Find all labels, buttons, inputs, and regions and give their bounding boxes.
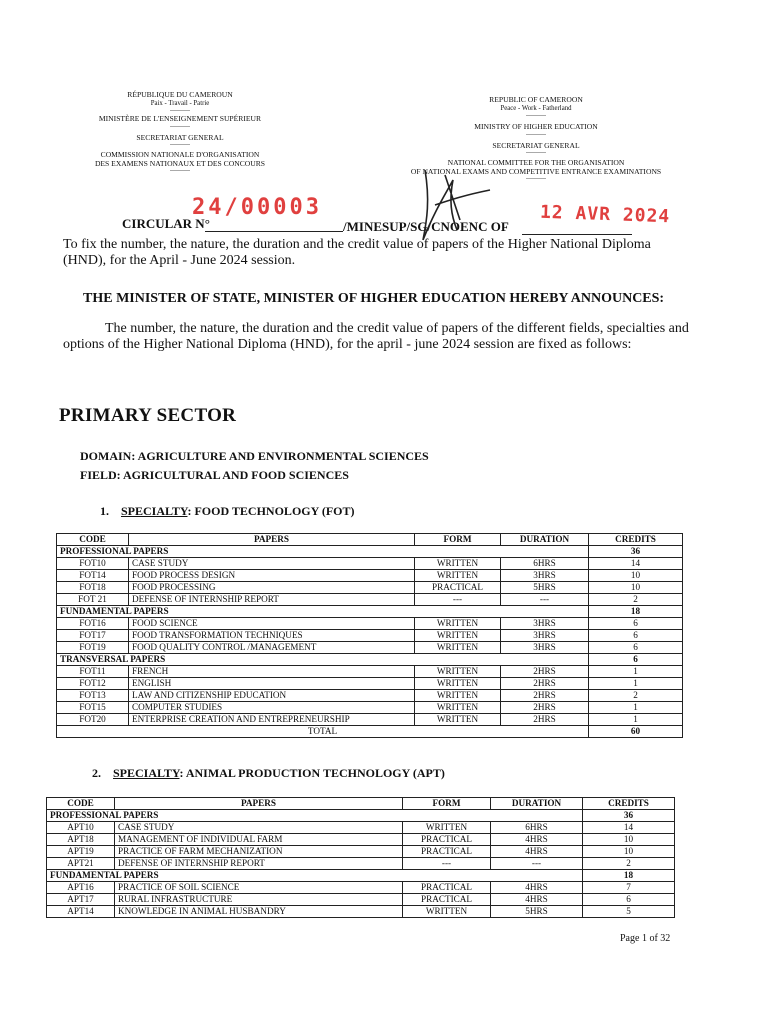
- fot-papers-table: [56, 533, 683, 738]
- apt-papers-table: [46, 797, 675, 918]
- paper-code: FOT 21: [57, 594, 129, 606]
- paper-name: MANAGEMENT OF INDIVIDUAL FARM: [115, 834, 403, 846]
- paper-credits: 10: [589, 582, 683, 594]
- table-row: [47, 906, 675, 918]
- table-row: [57, 642, 683, 654]
- header-en-sep4: ----------: [526, 176, 546, 183]
- header-papers: PAPERS: [115, 798, 403, 810]
- header-en-secretariat: SECRETARIAT GENERAL: [492, 140, 580, 150]
- paper-code: FOT13: [57, 690, 129, 702]
- header-fr-motto: Paix - Travail - Patrie: [150, 100, 210, 108]
- header-en-ministry: MINISTRY OF HIGHER EDUCATION: [474, 122, 598, 132]
- table-row: [47, 894, 675, 906]
- paper-duration: 6HRS: [491, 822, 583, 834]
- paper-code: APT21: [47, 858, 115, 870]
- header-fr-republic: RÉPUBLIQUE DU CAMEROUN: [127, 90, 233, 99]
- paper-code: APT10: [47, 822, 115, 834]
- paper-name: FOOD PROCESS DESIGN: [129, 570, 415, 582]
- paper-duration: 4HRS: [491, 834, 583, 846]
- paper-form: PRACTICAL: [403, 846, 491, 858]
- paper-duration: 6HRS: [501, 558, 589, 570]
- paper-name: FOOD TRANSFORMATION TECHNIQUES: [129, 630, 415, 642]
- paper-credits: 6: [589, 618, 683, 630]
- paper-name: PRACTICE OF SOIL SCIENCE: [115, 882, 403, 894]
- paper-credits: 7: [583, 882, 675, 894]
- table-row: [57, 714, 683, 726]
- paper-code: FOT11: [57, 666, 129, 678]
- paper-name: DEFENSE OF INTERNSHIP REPORT: [129, 594, 415, 606]
- header-duration: DURATION: [501, 534, 589, 546]
- paper-code: FOT20: [57, 714, 129, 726]
- professional-section-row: [57, 546, 683, 558]
- paper-duration: 3HRS: [501, 618, 589, 630]
- table-header-row: [47, 798, 675, 810]
- header-fr-sep1: ----------: [170, 108, 190, 115]
- table-row: [57, 558, 683, 570]
- paper-duration: 2HRS: [501, 690, 589, 702]
- header-fr-sep2: ----------: [170, 123, 190, 130]
- field-title: FIELD: AGRICULTURAL AND FOOD SCIENCES: [80, 468, 349, 482]
- header-en-committee-1: NATIONAL COMMITTEE FOR THE ORGANISATION: [447, 157, 625, 167]
- paper-form: WRITTEN: [415, 642, 501, 654]
- paper-form: WRITTEN: [415, 690, 501, 702]
- paper-code: APT17: [47, 894, 115, 906]
- specialty-1-title: [100, 504, 355, 519]
- paper-form: PRACTICAL: [403, 882, 491, 894]
- table-row: [47, 858, 675, 870]
- paper-form: WRITTEN: [403, 906, 491, 918]
- paper-code: APT19: [47, 846, 115, 858]
- paper-duration: ---: [501, 594, 589, 606]
- table-row: [57, 582, 683, 594]
- table-row: [57, 630, 683, 642]
- table-row: [47, 846, 675, 858]
- total-credits: 60: [589, 726, 683, 738]
- header-en-committee-2: OF NATIONAL EXAMS AND COMPETITIVE ENTRANCE EXAMINATIONS: [410, 167, 662, 177]
- transversal-section-label: TRANSVERSAL PAPERS: [57, 654, 589, 666]
- paper-name: COMPUTER STUDIES: [129, 702, 415, 714]
- body-paragraph: The number, the nature, the duration and the credit value of papers of the different fields, specialties and options of the Higher National Diploma (HND), for the april - june 2024 session are fixed as follows:: [63, 321, 689, 352]
- paper-duration: 5HRS: [491, 906, 583, 918]
- professional-section-total: 36: [589, 546, 683, 558]
- total-label: TOTAL: [57, 726, 589, 738]
- paper-name: CASE STUDY: [129, 558, 415, 570]
- header-fr-sep3: ----------: [170, 141, 190, 148]
- fundamental-section-label: FUNDAMENTAL PAPERS: [47, 870, 583, 882]
- paper-code: APT16: [47, 882, 115, 894]
- table-row: [57, 594, 683, 606]
- paper-credits: 1: [589, 714, 683, 726]
- paper-credits: 6: [589, 642, 683, 654]
- paper-form: WRITTEN: [415, 702, 501, 714]
- header-en-republic: REPUBLIC OF CAMEROON: [489, 95, 583, 104]
- specialty-1-label: SPECIALTY: [121, 504, 188, 518]
- paper-name: ENGLISH: [129, 678, 415, 690]
- table-row: [47, 822, 675, 834]
- circular-blank-line-1: [205, 231, 343, 232]
- transversal-section-total: 6: [589, 654, 683, 666]
- fundamental-section-row: [47, 870, 675, 882]
- header-en-motto: Peace - Work - Fatherland: [500, 105, 572, 113]
- circular-reference: /MINESUP/SG/CNOENC OF: [343, 219, 509, 234]
- specialty-2-number: 2.: [92, 766, 101, 780]
- paper-credits: 6: [583, 894, 675, 906]
- paper-credits: 5: [583, 906, 675, 918]
- paper-form: ---: [415, 594, 501, 606]
- header-credits: CREDITS: [589, 534, 683, 546]
- paper-name: CASE STUDY: [115, 822, 403, 834]
- paper-code: FOT17: [57, 630, 129, 642]
- circular-date-stamp: 12 AVR 2024: [539, 201, 671, 228]
- domain-title: DOMAIN: AGRICULTURE AND ENVIRONMENTAL SCIENCES: [80, 449, 429, 463]
- professional-section-total: 36: [583, 810, 675, 822]
- paper-credits: 14: [589, 558, 683, 570]
- paper-duration: 3HRS: [501, 570, 589, 582]
- fundamental-section-total: 18: [583, 870, 675, 882]
- paper-form: PRACTICAL: [415, 582, 501, 594]
- announcement: THE MINISTER OF STATE, MINISTER OF HIGHER EDUCATION HEREBY ANNOUNCES:: [83, 291, 665, 306]
- header-fr-ministry: MINISTÈRE DE L'ENSEIGNEMENT SUPÉRIEUR: [98, 114, 262, 124]
- paper-name: FOOD QUALITY CONTROL /MANAGEMENT: [129, 642, 415, 654]
- paper-name: RURAL INFRASTRUCTURE: [115, 894, 403, 906]
- paper-duration: 3HRS: [501, 630, 589, 642]
- header-fr-commission-1: COMMISSION NATIONALE D'ORGANISATION: [100, 149, 260, 159]
- paper-credits: 1: [589, 666, 683, 678]
- professional-section-label: PROFESSIONAL PAPERS: [57, 546, 589, 558]
- paper-duration: ---: [491, 858, 583, 870]
- paper-name: FRENCH: [129, 666, 415, 678]
- intro-text: To fix the number, the nature, the duration and the credit value of papers of the Higher National Diploma (HND), for the April - June 2024 session.: [63, 237, 651, 268]
- paper-code: FOT14: [57, 570, 129, 582]
- paper-credits: 2: [589, 594, 683, 606]
- paper-credits: 1: [589, 702, 683, 714]
- header-code: CODE: [47, 798, 115, 810]
- paper-duration: 4HRS: [491, 894, 583, 906]
- paper-credits: 2: [583, 858, 675, 870]
- paper-duration: 4HRS: [491, 882, 583, 894]
- table-row: [57, 618, 683, 630]
- paper-name: PRACTICE OF FARM MECHANIZATION: [115, 846, 403, 858]
- circular-prefix: CIRCULAR N°: [122, 216, 210, 231]
- header-en-sep3: ----------: [526, 149, 546, 156]
- paper-name: FOOD PROCESSING: [129, 582, 415, 594]
- specialty-2-name: : ANIMAL PRODUCTION TECHNOLOGY (APT): [179, 766, 445, 780]
- paper-code: FOT15: [57, 702, 129, 714]
- header-credits: CREDITS: [583, 798, 675, 810]
- table-row: [57, 678, 683, 690]
- paper-duration: 3HRS: [501, 642, 589, 654]
- professional-section-row: [47, 810, 675, 822]
- paper-credits: 10: [583, 846, 675, 858]
- table-row: [47, 834, 675, 846]
- paper-credits: 6: [589, 630, 683, 642]
- page-number: Page 1 of 32: [620, 933, 671, 944]
- paper-code: FOT18: [57, 582, 129, 594]
- header-form: FORM: [403, 798, 491, 810]
- paper-name: KNOWLEDGE IN ANIMAL HUSBANDRY: [115, 906, 403, 918]
- paper-duration: 2HRS: [501, 666, 589, 678]
- header-fr-commission-2: DES EXAMENS NATIONAUX ET DES CONCOURS: [94, 159, 266, 169]
- paper-name: DEFENSE OF INTERNSHIP REPORT: [115, 858, 403, 870]
- paper-form: WRITTEN: [415, 618, 501, 630]
- transversal-section-row: [57, 654, 683, 666]
- fundamental-section-total: 18: [589, 606, 683, 618]
- table-row: [57, 702, 683, 714]
- paper-name: ENTERPRISE CREATION AND ENTREPRENEURSHIP: [129, 714, 415, 726]
- table-row: [47, 882, 675, 894]
- paper-duration: 2HRS: [501, 714, 589, 726]
- circular-blank-line-2: [522, 234, 632, 235]
- specialty-2-label: SPECIALTY: [113, 766, 180, 780]
- table-row: [57, 666, 683, 678]
- paper-code: FOT12: [57, 678, 129, 690]
- fundamental-section-row: [57, 606, 683, 618]
- header-papers: PAPERS: [129, 534, 415, 546]
- paper-code: FOT16: [57, 618, 129, 630]
- paper-form: ---: [403, 858, 491, 870]
- paper-form: WRITTEN: [415, 630, 501, 642]
- paper-credits: 10: [583, 834, 675, 846]
- paper-credits: 1: [589, 678, 683, 690]
- paper-form: WRITTEN: [415, 570, 501, 582]
- paper-form: WRITTEN: [415, 678, 501, 690]
- paper-duration: 2HRS: [501, 702, 589, 714]
- paper-form: WRITTEN: [415, 714, 501, 726]
- paper-code: FOT19: [57, 642, 129, 654]
- paper-code: APT18: [47, 834, 115, 846]
- circular-number-stamp: 24/00003: [192, 195, 322, 220]
- table-row: [57, 570, 683, 582]
- header-fr-secretariat: SECRETARIAT GENERAL: [136, 132, 224, 142]
- total-row: [57, 726, 683, 738]
- paper-form: WRITTEN: [415, 558, 501, 570]
- table-row: [57, 690, 683, 702]
- paper-form: WRITTEN: [403, 822, 491, 834]
- paper-name: LAW AND CITIZENSHIP EDUCATION: [129, 690, 415, 702]
- paper-code: FOT10: [57, 558, 129, 570]
- paper-form: WRITTEN: [415, 666, 501, 678]
- paper-credits: 2: [589, 690, 683, 702]
- specialty-1-name: : FOOD TECHNOLOGY (FOT): [187, 504, 355, 518]
- paper-duration: 5HRS: [501, 582, 589, 594]
- header-fr-sep4: ----------: [170, 168, 190, 175]
- paper-credits: 10: [589, 570, 683, 582]
- paper-duration: 4HRS: [491, 846, 583, 858]
- paper-form: PRACTICAL: [403, 894, 491, 906]
- specialty-1-number: 1.: [100, 504, 109, 518]
- header-fr: [62, 90, 298, 174]
- paper-credits: 14: [583, 822, 675, 834]
- table-header-row: [57, 534, 683, 546]
- specialty-2-title: [92, 766, 445, 781]
- paper-form: PRACTICAL: [403, 834, 491, 846]
- header-form: FORM: [415, 534, 501, 546]
- header-en-sep1: ----------: [526, 113, 546, 120]
- header-duration: DURATION: [491, 798, 583, 810]
- fundamental-section-label: FUNDAMENTAL PAPERS: [57, 606, 589, 618]
- paper-code: APT14: [47, 906, 115, 918]
- sector-title: PRIMARY SECTOR: [59, 405, 237, 426]
- paper-duration: 2HRS: [501, 678, 589, 690]
- header-code: CODE: [57, 534, 129, 546]
- paper-name: FOOD SCIENCE: [129, 618, 415, 630]
- header-en-sep2: ----------: [526, 131, 546, 138]
- professional-section-label: PROFESSIONAL PAPERS: [47, 810, 583, 822]
